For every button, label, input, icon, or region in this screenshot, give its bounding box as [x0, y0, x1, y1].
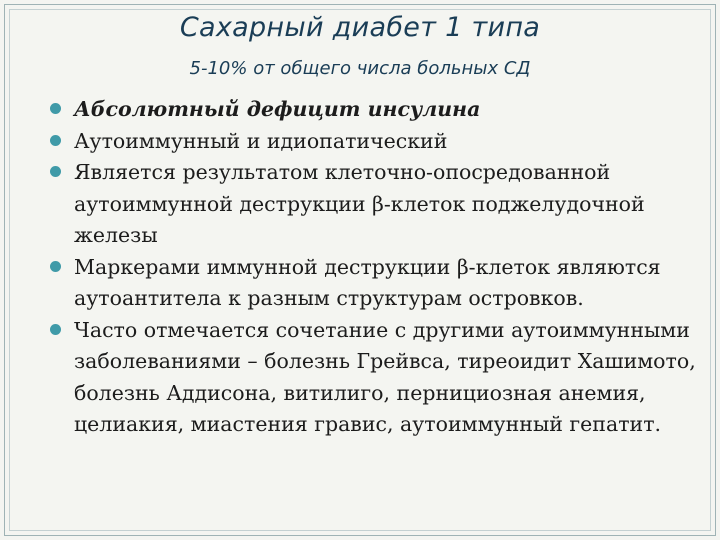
bullet-item — [48, 94, 708, 126]
bullet-list — [48, 94, 708, 441]
bullet-text: Маркерами иммунной деструкции β-клеток являются аутоантитела к разным структурам островков. — [74, 254, 661, 310]
bullet-item — [48, 126, 708, 158]
bullet-text: Абсолютный дефицит инсулина — [74, 97, 481, 121]
bullet-item — [48, 157, 708, 252]
bullet-dot-icon — [50, 324, 61, 335]
slide-title: Сахарный диабет 1 типа — [179, 12, 541, 43]
bullet-text: Является результатом клеточно-опосредованной аутоиммунной деструкции β-клеток поджелудочной железы — [74, 160, 645, 247]
bullet-item — [48, 252, 708, 315]
bullet-item — [48, 315, 708, 441]
bullet-text: Аутоиммунный и идиопатический — [74, 128, 448, 153]
slide-subtitle: 5-10% от общего числа больных СД — [189, 58, 531, 79]
bullet-dot-icon — [50, 103, 61, 114]
bullet-text: Часто отмечается сочетание с другими аутоиммунными заболеваниями – болезнь Грейвса, тиреоидит Хашимото, болезнь Аддисона, витилиго, пернициозная анемия, целиакия, миастения гравис, аутоиммунный гепатит. — [74, 317, 696, 436]
bullet-dot-icon — [50, 135, 61, 146]
bullet-dot-icon — [50, 166, 61, 177]
bullet-dot-icon — [50, 261, 61, 272]
